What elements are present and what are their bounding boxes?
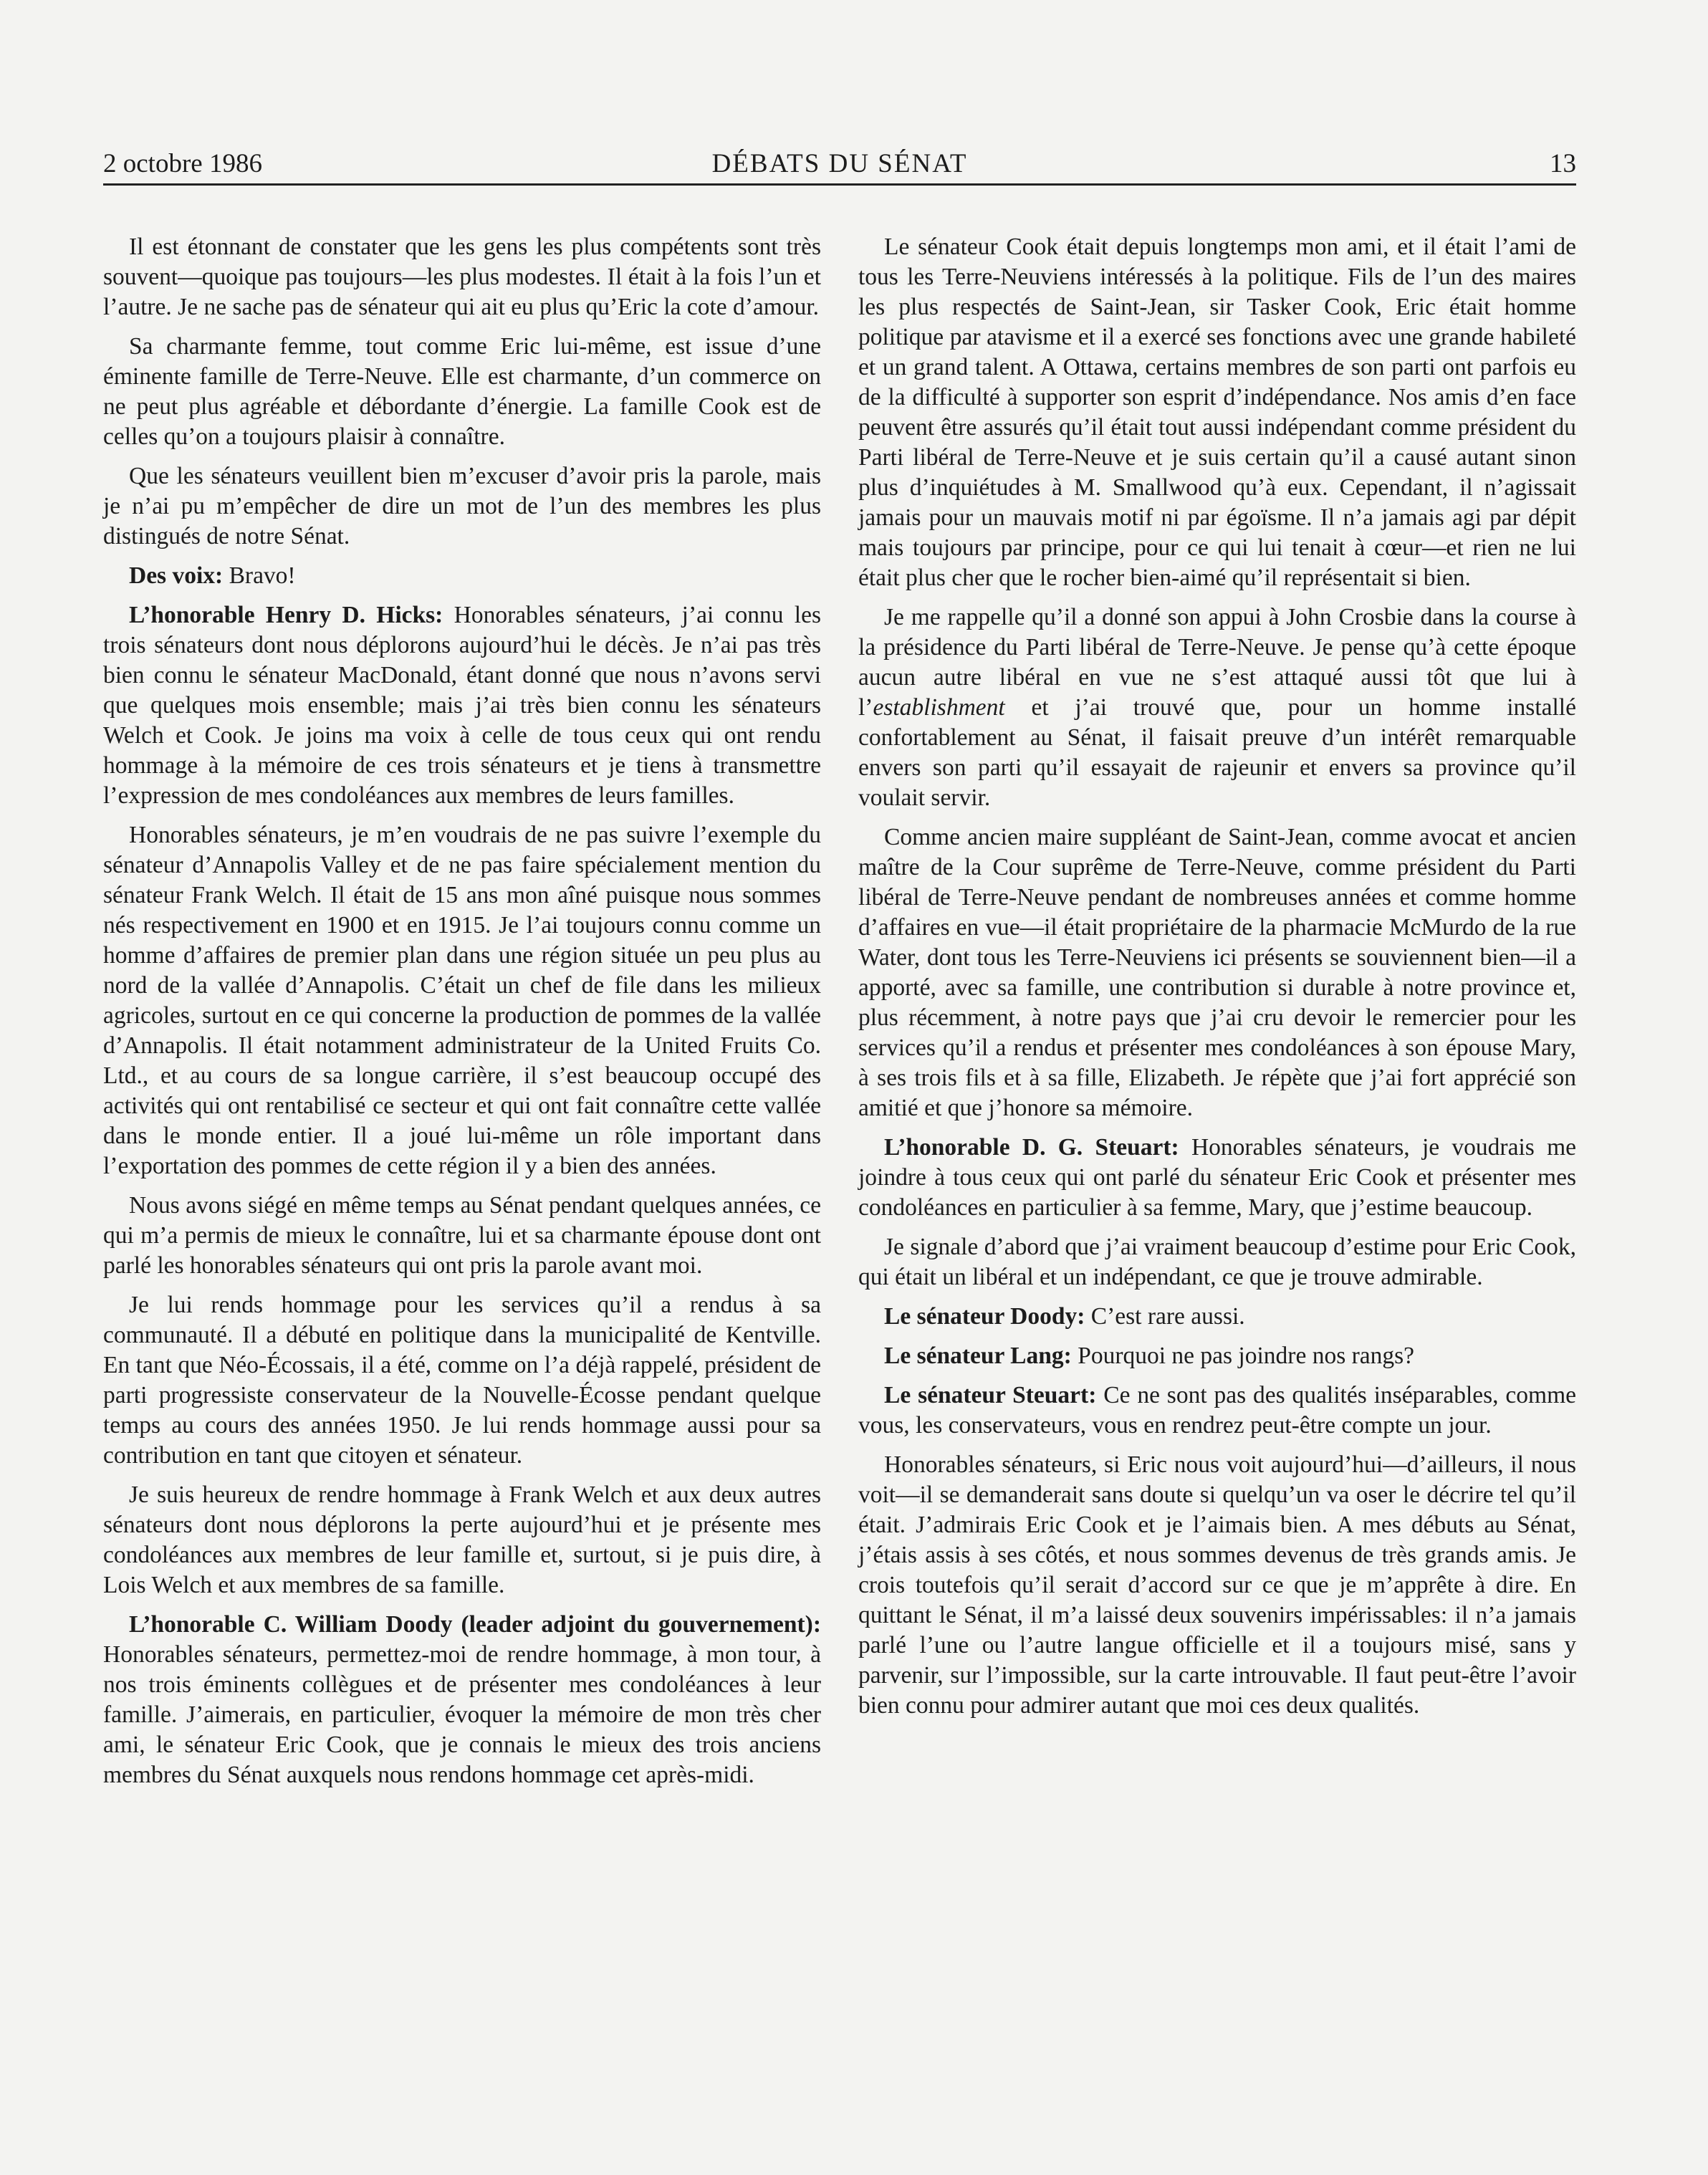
paragraph: Nous avons siégé en même temps au Sénat pendant quelques années, ce qui m’a permis de mieux le connaître, lui et sa charmante épouse dont ont parlé les honorables sénateurs qui ont pris la parole avant moi. xyxy=(103,1192,821,1279)
header-title: DÉBATS DU SÉNAT xyxy=(711,149,968,178)
left-column xyxy=(103,232,821,1800)
speaker-name: Le sénateur Lang: xyxy=(884,1343,1072,1369)
speech-text: Bravo! xyxy=(223,562,296,589)
speaker-name: L’honorable C. William Doody (leader adjoint du gouvernement): xyxy=(129,1611,821,1638)
speech-paragraph xyxy=(858,1133,1576,1223)
speech-paragraph xyxy=(103,561,821,591)
page-header xyxy=(103,145,1576,186)
paragraph: Le sénateur Cook était depuis longtemps mon ami, et il était l’ami de tous les Terre-Neuviens intéressés à la politique. Fils de l’un des maires les plus respectés de Saint-Jean, sir Tasker Cook, Eric était homme politique par atavisme et il a exercé ses fonctions avec une grande habileté et un grand talent. A Ottawa, certains membres de son parti ont parfois eu de la difficulté à supporter son esprit d’indépendance. Nos amis d’en face peuvent être assurés qu’il était tout aussi indépendant comme président du Parti libéral de Terre-Neuve et je suis certain qu’il a causé autant sinon plus d’inquiétudes à M. Smallwood qu’à eux. Cependant, il n’agissait jamais pour un mauvais motif ni par égoïsme. Il n’a jamais agi par dépit mais toujours par principe, pour ce qui lui tenait à cœur—et rien ne lui était plus cher que le rocher bien-aimé qu’il représentait si bien. xyxy=(858,234,1576,591)
speech-text: Ce ne sont pas des qualités inséparables, comme vous, les conservateurs, vous en rendrez peut-être compte un jour. xyxy=(858,1382,1577,1439)
emphasis-text: establishment xyxy=(873,694,1005,721)
speech-paragraph xyxy=(103,1610,821,1790)
paragraph: Que les sénateurs veuillent bien m’excuser d’avoir pris la parole, mais je n’ai pu m’empêcher de dire un mot de l’un des membres les plus distingués de notre Sénat. xyxy=(103,463,821,549)
speech-paragraph xyxy=(103,600,821,811)
speech-paragraph xyxy=(858,1302,1576,1332)
paragraph: Comme ancien maire suppléant de Saint-Jean, comme avocat et ancien maître de la Cour suprême de Terre-Neuve, comme président du Parti libéral de Terre-Neuve pendant de nombreuses années et comme homme d’affaires en vue—il était propriétaire de la pharmacie McMurdo de la rue Water, dont tous les Terre-Neuviens ici présents se souviennent bien—il a apporté, avec sa famille, une contribution si durable à notre province et, plus récemment, à notre pays que j’ai cru devoir le remercier pour les services qu’il a rendus et présenter mes condoléances à son épouse Mary, à ses trois fils et à sa fille, Elizabeth. Je répète que j’ai fort apprécié son amitié et que j’honore sa mémoire. xyxy=(858,824,1576,1121)
paragraph: Sa charmante femme, tout comme Eric lui-même, est issue d’une éminente famille de Terre-Neuve. Elle est charmante, d’un commerce on ne peut plus agréable et débordante d’énergie. La famille Cook est de celles qu’on a toujours plaisir à connaître. xyxy=(103,333,821,450)
speech-text: Pourquoi ne pas joindre nos rangs? xyxy=(1071,1343,1415,1369)
header-date: 2 octobre 1986 xyxy=(103,149,262,178)
speaker-name: Le sénateur Doody: xyxy=(884,1303,1085,1330)
speaker-name: Le sénateur Steuart: xyxy=(884,1382,1097,1408)
paragraph: Honorables sénateurs, je m’en voudrais de ne pas suivre l’exemple du sénateur d’Annapolis Valley et de ne pas faire spécialement mention du sénateur Frank Welch. Il était de 15 ans mon aîné puisque nous sommes nés respectivement en 1900 et en 1915. Je l’ai toujours connu comme un homme d’affaires de premier plan dans une région située un peu plus au nord de la vallée d’Annapolis. C’était un chef de file dans les milieux agricoles, surtout en ce qui concerne la production de pommes de la vallée d’Annapolis. Il était notamment administrateur de la United Fruits Co. Ltd., et au cours de sa longue carrière, il s’est beaucoup occupé des activités qui ont rentabilisé ce secteur et qui ont fait connaître cette vallée dans le monde entier. Il a joué lui-même un rôle important dans l’exportation des pommes de cette région il y a bien des années. xyxy=(103,822,821,1179)
paragraph: Je suis heureux de rendre hommage à Frank Welch et aux deux autres sénateurs dont nous déplorons la perte aujourd’hui et je présente mes condoléances aux membres de leur famille et, surtout, si je puis dire, à Lois Welch et aux membres de sa famille. xyxy=(103,1482,821,1598)
paragraph: Je lui rends hommage pour les services qu’il a rendus à sa communauté. Il a débuté en politique dans la municipalité de Kentville. En tant que Néo-Écossais, il a été, comme on l’a déjà rappelé, président de parti progressiste conservateur de la Nouvelle-Écosse pendant quelque temps au cours des années 1950. Je lui rends hommage aussi pour sa contribution en tant que citoyen et sénateur. xyxy=(103,1292,821,1469)
speech-paragraph xyxy=(858,1341,1576,1371)
speaker-name: L’honorable D. G. Steuart: xyxy=(884,1134,1179,1161)
speaker-name: L’honorable Henry D. Hicks: xyxy=(129,602,443,628)
speech-text: Honorables sénateurs, j’ai connu les trois sénateurs dont nous déplorons aujourd’hui le décès. Je n’ai pas très bien connu le sénateur MacDonald, étant donné que nous n’avons servi que quelques mois ensemble; mais j’ai très bien connu les sénateurs Welch et Cook. Je joins ma voix à celle de tous ceux qui ont rendu hommage à la mémoire de ces trois sénateurs et je tiens à transmettre l’expression de mes condoléances aux membres de leurs familles. xyxy=(103,602,822,809)
header-page-number: 13 xyxy=(1550,149,1576,178)
speech-paragraph xyxy=(858,1381,1576,1441)
speech-text: Honorables sénateurs, permettez-moi de rendre hommage, à mon tour, à nos trois éminents collègues et de présenter mes condoléances à leur famille. J’aimerais, en particulier, évoquer la mémoire de mon très cher ami, le sénateur Eric Cook, que je connais le mieux des trois anciens membres du Sénat auxquels nous rendons hommage cet après-midi. xyxy=(103,1641,821,1788)
paragraph: Il est étonnant de constater que les gens les plus compétents sont très souvent—quoique pas toujours—les plus modestes. Il était à la fois l’un et l’autre. Je ne sache pas de sénateur qui ait eu plus qu’Eric la cote d’amour. xyxy=(103,234,821,320)
right-column xyxy=(858,232,1576,1730)
speaker-name: Des voix: xyxy=(129,562,224,589)
paragraph: Je signale d’abord que j’ai vraiment beaucoup d’estime pour Eric Cook, qui était un libéral et un indépendant, ce que je trouve admirable. xyxy=(858,1234,1576,1290)
paragraph-text: et j’ai trouvé que, pour un homme installé confortablement au Sénat, il faisait preuve d’un intérêt remarquable envers son parti qu’il essayait de rajeunir et envers sa province qu’il voulait servir. xyxy=(858,694,1576,811)
speech-text: Honorables sénateurs, je voudrais me joindre à tous ceux qui ont parlé du sénateur Eric Cook et présenter mes condoléances en particulier à sa femme, Mary, que j’estime beaucoup. xyxy=(858,1134,1576,1221)
paragraph-text: Je me rappelle qu’il a donné son appui à John Crosbie dans la course à la présidence du Parti libéral de Terre-Neuve. Je pense qu’à cette époque aucun autre libéral en vue ne s’est attaqué aussi tôt que lui à l’ xyxy=(858,604,1576,721)
speech-text: C’est rare aussi. xyxy=(1085,1303,1245,1330)
paragraph: Honorables sénateurs, si Eric nous voit aujourd’hui—d’ailleurs, il nous voit—il se demanderait sans doute si quelqu’un va oser le décrire tel qu’il était. J’admirais Eric Cook et je l’aimais bien. A mes débuts au Sénat, j’étais assis à ses côtés, et nous sommes devenus de très grands amis. Je crois toutefois qu’il serait d’accord sur ce que je m’apprête à dire. En quittant le Sénat, il m’a laissé deux souvenirs impérissables: il n’a jamais parlé l’une ou l’autre langue officielle et il a toujours misé, sans y parvenir, sur l’impossible, sur la carte introuvable. Il faut peut-être l’avoir bien connu pour admirer autant que moi ces deux qualités. xyxy=(858,1451,1576,1719)
paragraph xyxy=(858,602,1576,813)
